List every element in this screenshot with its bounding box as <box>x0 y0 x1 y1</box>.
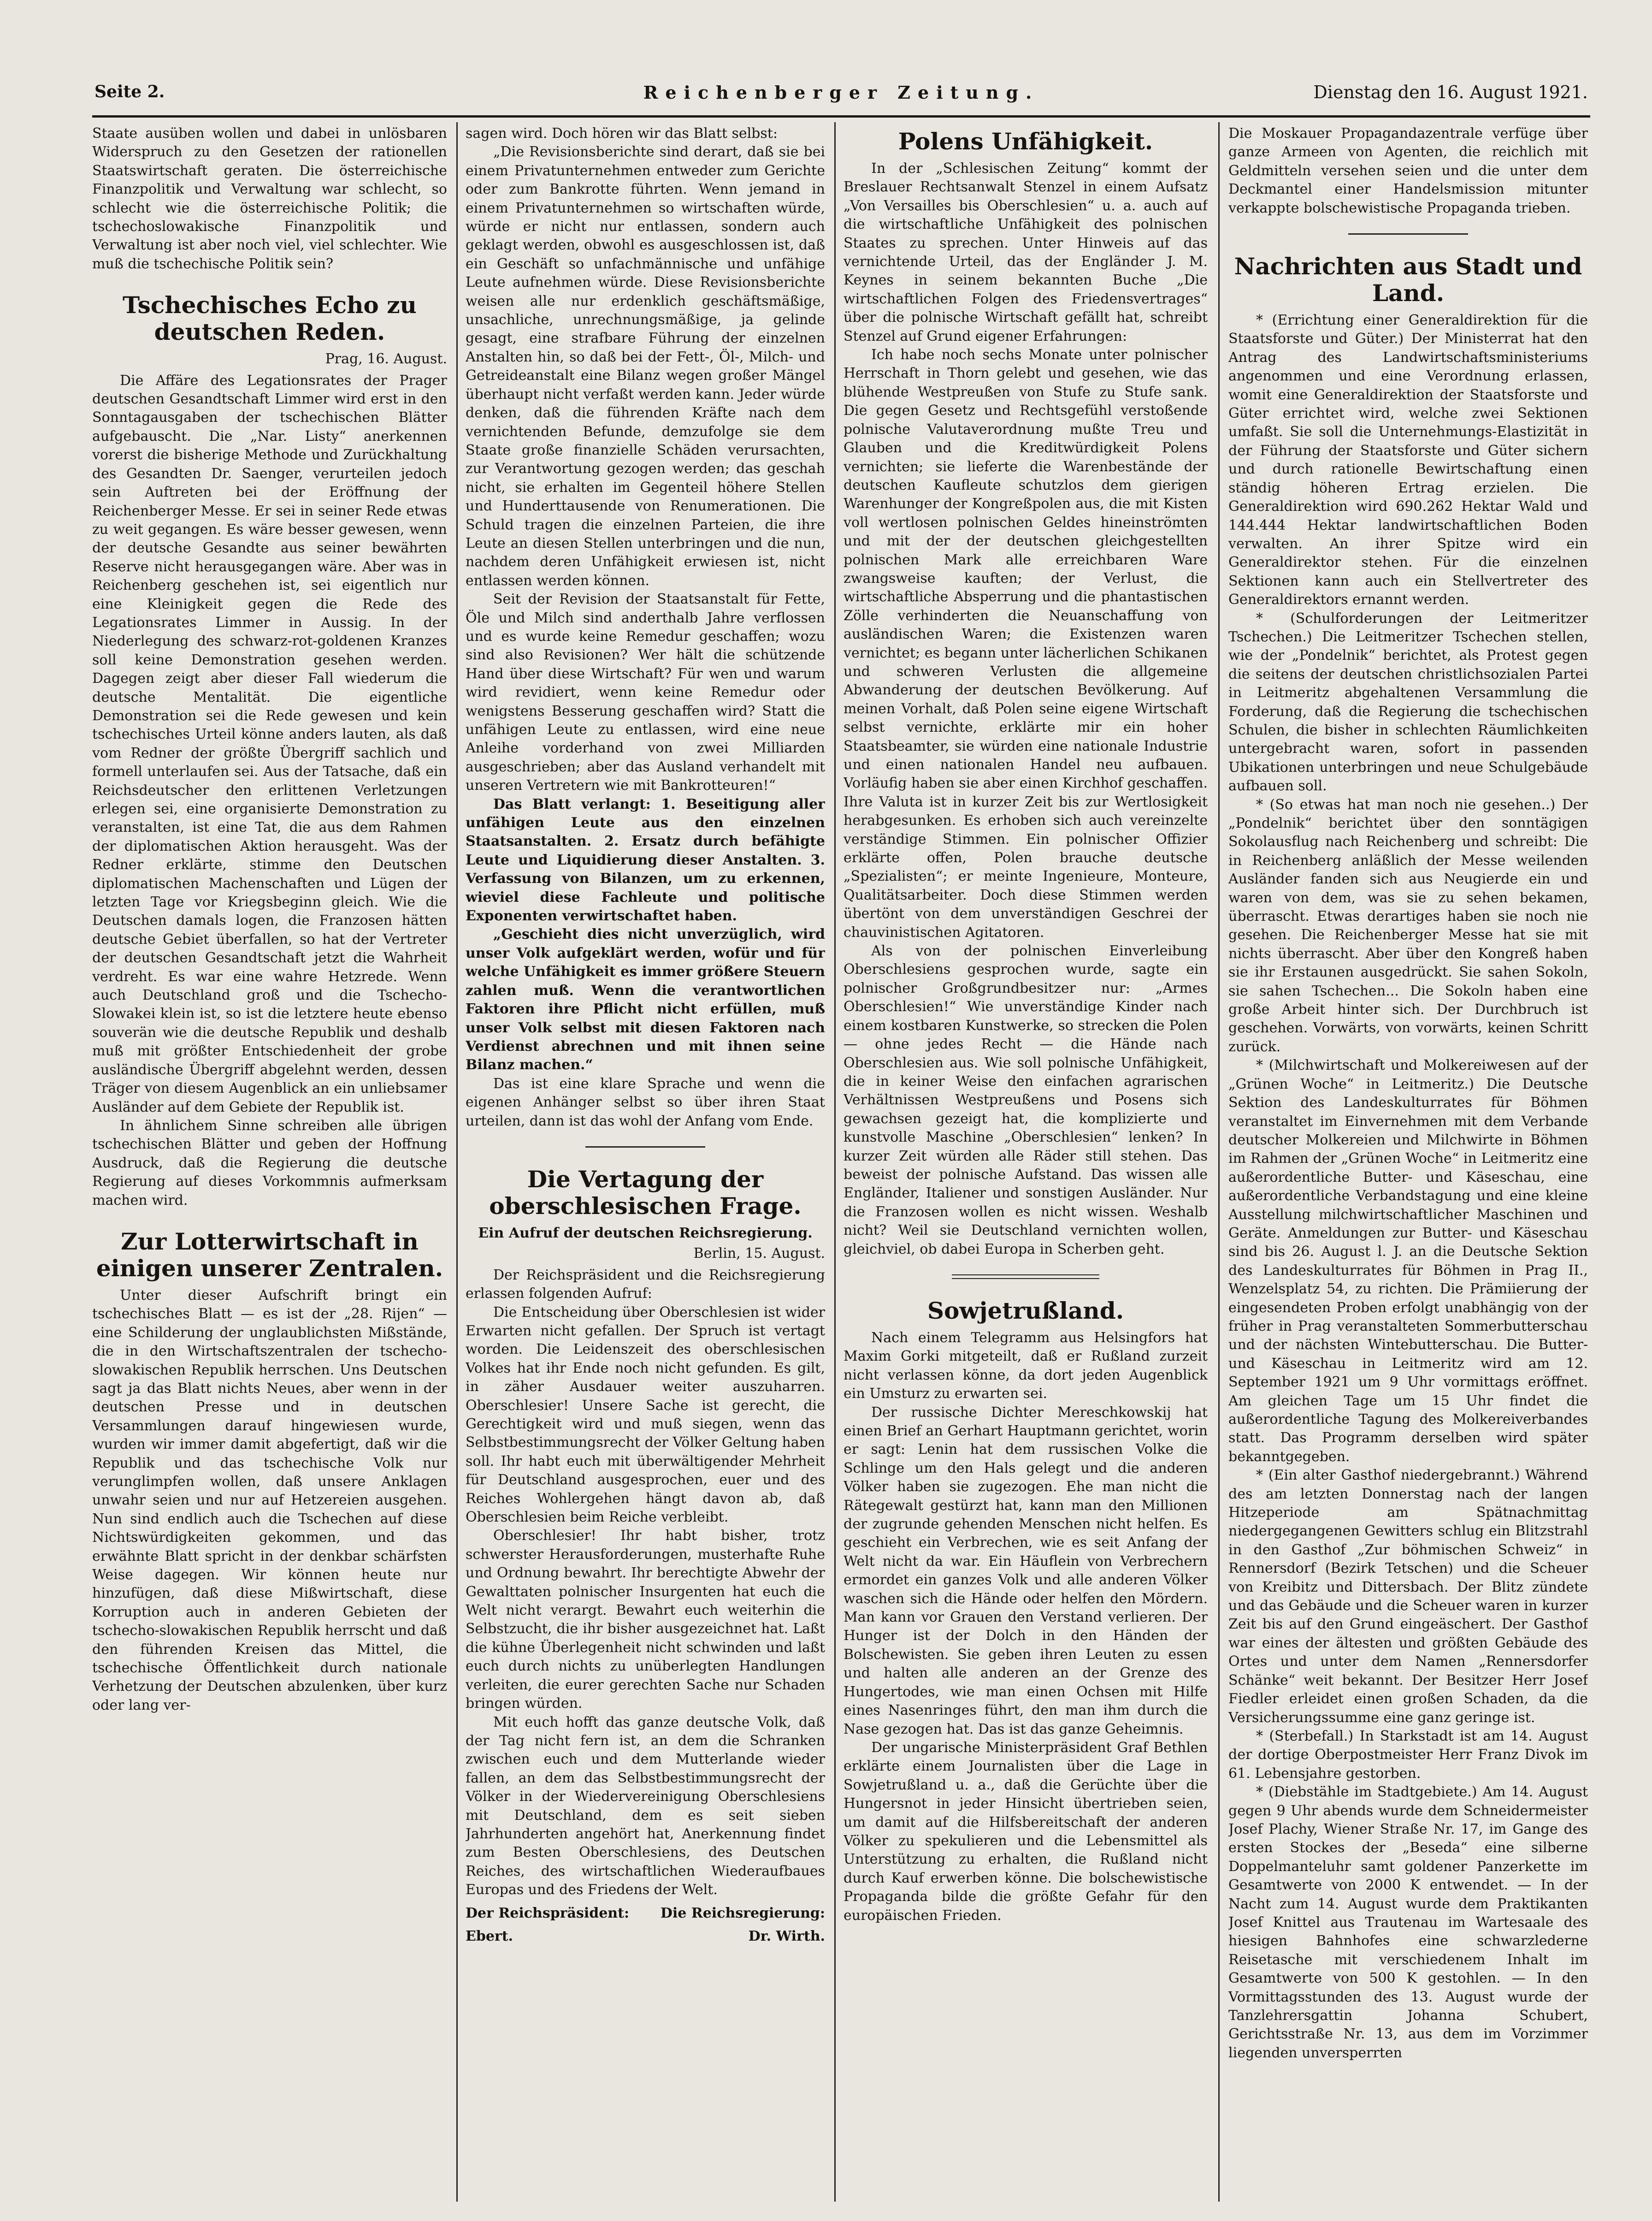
paragraph: Mit euch hofft das ganze deutsche Volk, daß der Tag nicht fern ist, an dem die Schranken zwischen euch und dem Mutterlande wieder fallen, an dem das Selbstbestimmungsrecht der Völker in der Wiedervereinigung Oberschlesiens mit Deutschland, dem es seit sieben Jahrhunderten angehört hat, Anerkennung findet zum Besten Oberschlesiens, des Deutschen Reiches, des wirtschaftlichen Wiederaufbaues Europas und des Friedens der Welt. <box>466 1714 825 1898</box>
paragraph: „Geschieht dies nicht unverzüglich, wird unser Volk aufgeklärt werden, wofür und für welche Unfähigkeit es immer größere Steuern zahlen muß. Wenn die verantwortlichen Faktoren ihre Pflicht nicht erfüllen, muß unser Volk selbst mit diesen Faktoren nach Verdienst abrechnen und mit ihnen seine Bilanz machen.“ <box>466 926 825 1073</box>
article-subtitle: Ein Aufruf der deutschen Reichsregierung. <box>478 1225 813 1241</box>
masthead: Reichenberger Zeitung. <box>643 82 1039 103</box>
article-title-vertagung: Die Vertagung der oberschlesischen Frage. <box>489 1165 802 1220</box>
signatures-names <box>466 1927 825 1946</box>
paragraph: Der ungarische Ministerpräsident Graf Bethlen erklärte einem Journalisten über die Lage in Sowjetrußland u. a., daß die Gerüchte über die Hungersnot in jeder Hinsicht übertrieben seien, um damit auf die Hilfsbereitschaft der anderen Völker zu spekulieren und die Lebensmittel als Unterstützung zu erhalten, die Rußland nicht durch Kauf erwerben könne. Die bolschewistische Propaganda bilde die größte Gefahr für den europäischen Frieden. <box>844 1739 1208 1924</box>
paragraph: Oberschlesier! Ihr habt bisher, trotz schwerster Herausforderungen, musterhafte Ruhe und Ordnung bewahrt. Ihr berechtigte Abwehr der Gewalttaten polnischer Insurgenten hat euch die Welt nicht verargt. Bewahrt euch weiterhin die Selbstzucht, die ihr bisher ausgezeichnet hat. Laßt die kühne Überlegenheit nicht schwinden und laßt euch durch nichts zu unüberlegten Handlungen verleiten, die eurer gerechten Sache nur Schaden bringen würden. <box>466 1528 825 1712</box>
column-divider <box>1218 122 1220 2202</box>
news-item: * (Errichtung einer Generaldirektion für die Staatsforste und Güter.) Der Ministerrat hat den Antrag des Landwirtschaftsministeriums angenommen und eine Verordnung erlassen, womit eine Generaldirektion der Staatsforste und Güter errichtet wird, welche zwei Sektionen umfaßt. Sie soll die Unternehmungs-Elastizität in der Führung der Staatsforste und Güter sichern und durch rationelle Bewirtschaftung einen ständig höheren Ertrag erzielen. Die Generaldirektion wird 690.262 Hektar Wald und 144.444 Hektar landwirtschaftlichen Boden verwalten. An ihrer Spitze wird ein Generaldirektor stehen. Für die einzelnen Sektionen kann auch ein Stellvertreter des Generaldirektors ernannt werden. <box>1228 312 1588 608</box>
paragraph: In ähnlichem Sinne schreiben alle übrigen tschechischen Blätter und geben der Hoffnung Ausdruck, daß die Regierung die deutsche Regierung auf dieses Vorkommnis aufmerksam machen wird. <box>92 1117 447 1208</box>
signature-right: Dr. Wirth. <box>748 1928 825 1944</box>
article-title-sowjet: Sowjetrußland. <box>927 1297 1124 1324</box>
article-title-echo: Tschechisches Echo zu deutschen Reden. <box>123 291 417 346</box>
article-title-lotter: Zur Lotterwirtschaft in einigen unserer Zentralen. <box>96 1227 443 1282</box>
signature-head-right: Die Reichsregierung: <box>660 1905 825 1921</box>
paragraph: In der „Schlesischen Zeitung“ kommt der Breslauer Rechtsanwalt Stenzel in einem Aufsatz „Von Versailles bis Oberschlesien“ u. a. auch auf die wirtschaftliche Unfähigkeit des polnischen Staates zu sprechen. Unter Hinweis auf das vernichtende Urteil, das der Engländer J. M. Keynes in seinem bekannten Buche „Die wirtschaftlichen Folgen des Friedensvertrages“ über die polnische Wirtschaft gefällt hat, schreibt Stenzel auf Grund eigener Erfahrungen: <box>844 160 1208 344</box>
dateline: Prag, 16. August. <box>325 351 447 367</box>
paragraph: sagen wird. Doch hören wir das Blatt selbst: <box>466 125 778 142</box>
paragraph: „Die Revisionsberichte sind derart, daß sie bei einem Privatunternehmen entweder zum Gerichte oder zum Bankrotte führten. Wenn jemand in einem Privatunternehmen so wirtschaften würde, würde er nicht nur entlassen, sondern auch geklagt werden, obwohl es ausgeschlossen ist, daß ein Geschäft so unfachmännische und unfähige Leute aufnehmen würde. Diese Revisionsberichte weisen alle nur erdenklich geschäftsmäßige, unsachliche, unrechnungsmäßige, ja gelinde gesagt, eine strafbare Führung der einzelnen Anstalten hin, so daß bei der Fett-, Öl-, Milch- und Getreideanstalt eine Bilanz wegen großer Mängel überhaupt nicht verfaßt werden kann. Jeder würde denken, daß die führenden Kräfte nach dem vernichtenden Befunde, demzufolge sie dem Staate große finanzielle Schäden verursachten, zur Verantwortung gezogen werden; das geschah nicht, sie erhalten im Gegenteil höhere Stellen und Hunderttausende von Renumerationen. Die Schuld tragen die einzelnen Parteien, die ihre Leute an diesen Stellen unterbringen und die nun, nachdem deren Unfähigkeit erwiesen ist, nicht entlassen werden können. <box>466 144 825 589</box>
column-4 <box>1228 124 1588 2199</box>
separator <box>1348 233 1468 235</box>
paragraph: Das Blatt verlangt: 1. Beseitigung aller unfähigen Leute aus den einzelnen Staatsanstalten. 2. Ersatz durch befähigte Leute und Liquidierung dieser Anstalten. 3. Verfassung von Bilanzen, um zu erkennen, wieviel diese Fachleute und politische Exponenten verwirtschaftet haben. <box>466 796 825 924</box>
column-divider <box>456 122 458 2202</box>
paragraph: Ich habe noch sechs Monate unter polnischer Herrschaft in Thorn gelebt und gesehen, wie das blühende Westpreußen von Stufe zu Stufe sank. Die gegen Gesetz und Rechtsgefühl verstoßende polnische Valutaverordnung mußte Treu und Glauben und die Kreditwürdigkeit Polens vernichten; sie lieferte die Warenbestände der deutschen Kaufleute schutzlos dem gierigen Warenhunger der Kongreßpolen aus, die mit Kisten voll wertlosen polnischen Geldes hineinströmten und mit der der deutschen gleichgestellten polnischen Mark alle erreichbaren Ware zwangsweise kauften; der Verlust, die wirtschaftliche Absperrung und die phantastischen Zölle verhinderten die Neuanschaffung von ausländischen Waren; die Existenzen waren vernichtet; es begann unter lächerlichen Schikanen und schweren Verlusten die allgemeine Abwanderung der deutschen Bevölkerung. Auf meinen Vorhalt, daß Polen seine eigene Wirtschaft selbst vernichte, erklärte mir ein hoher Staatsbeamter, sie würden eine nationale Industrie und einen nationalen Handel neu aufbauen. Vorläufig haben sie aber einen Kirchhof geschaffen. Ihre Valuta ist in kurzer Zeit bis zur Wertlosigkeit herabgesunken. Es erhoben sich auch vereinzelte verständige Stimmen. Ein polnischer Offizier erklärte offen, Polen brauche deutsche „Spezialisten“; er meinte Ingenieure, Monteure, Qualitätsarbeiter. Doch diese Stimmen werden übertönt von dem unverständigen Geschrei der chauvinistischen Agitatoren. <box>844 347 1208 941</box>
news-item: * (Schulforderungen der Leitmeritzer Tschechen.) Die Leitmeritzer Tschechen stellen, wie der „Pondelnik“ berichtet, als Protest gegen die seitens der deutschen christlichsozialen Partei in Leitmeritz abgehaltenen Versammlung die Forderung, daß die Regierung die tschechischen Schulen, die bisher in schlechten Räumlichkeiten untergebracht waren, sofort in passenden Ubikationen unterbringen und neue Schulgebäude aufbauen soll. <box>1228 610 1588 794</box>
header-rule <box>92 115 1590 118</box>
paragraph: Das ist eine klare Sprache und wenn die eigenen Anhänger selbst so über ihren Staat urteilen, dann ist das wohl der Anfang vom Ende. <box>466 1075 825 1129</box>
paragraph: Nach einem Telegramm aus Helsingfors hat Maxim Gorki mitgeteilt, daß er Rußland zurzeit nicht verlassen könne, da dort jeden Augenblick ein Umsturz zu erwarten sei. <box>844 1329 1208 1402</box>
paragraph: Die Affäre des Legationsrates der Prager deutschen Gesandtschaft Limmer wird erst in den Sonntagausgaben der tschechischen Blätter aufgebauscht. Die „Nar. Listy“ anerkennen vorerst die bisherige Methode und Zurückhaltung des Gesandten Dr. Saenger, verurteilen jedoch sein Auftreten bei der Eröffnung der Reichenberger Messe. Er sei in seiner Rede etwas zu weit gegangen. Es wäre besser gewesen, wenn der deutsche Gesandte aus seiner bewährten Reserve nicht herausgegangen wäre. Aber was in Reichenberg geschehen ist, sei eigentlich nur eine Kleinigkeit gegen die Rede des Legationsrates Limmer in Aussig. In der Niederlegung des schwarz-rot-goldenen Kranzes soll keine Demonstration gesehen werden. Dagegen zeigt aber dieser Fall wiederum die deutsche Mentalität. Die eigentliche Demonstration sei die Rede gewesen und kein tschechisches Urteil könne anders lauten, als daß vom Redner der größte Übergriff sachlich und formell unterlaufen sei. Aus der Tatsache, daß ein Reichsdeutscher den erlittenen Verletzungen erlegen sei, eine organisierte Demonstration zu veranstalten, ist eine Tat, die aus dem Rahmen der diplomatischen Aktion herausgeht. Was der Redner erklärte, stimme den Deutschen diplomatischen Machenschaften und Lügen der letzten Tage vor Kriegsbeginn gleich. Wie die Deutschen damals logen, die Franzosen hätten deutsche Gebiet überfallen, so hat der Vertreter der deutschen Gesandtschaft jetzt die Wahrheit verdreht. Es war eine wahre Hetzrede. Wenn auch Deutschland groß und die Tschecho-Slowakei klein ist, so ist die letztere heute ebenso souverän wie die deutsche Republik und deshalb muß mit größter Entschiedenheit der grobe ausländische Übergriff abgelehnt werden, dessen Träger von diesem Augenblick an ein unliebsamer Ausländer auf dem Gebiete der Republik ist. <box>92 372 447 1115</box>
page-header <box>94 77 1588 110</box>
page-number: Seite 2. <box>94 82 165 101</box>
news-item: * (Ein alter Gasthof niedergebrannt.) Während des am letzten Donnerstag nach der langen Hitzeperiode am Spätnachmittag niedergegangenen Gewitters schlug ein Blitzstrahl in den Gasthof „Zur böhmischen Schweiz“ in Rennersdorf (Bezirk Tetschen) und die Scheuer von Kreibitz und Dittersbach. Der Blitz zündete und das Gebäude und die Scheuer waren in kurzer Zeit bis auf den Grund eingeäschert. Der Gasthof war eines der ältesten und größten Gebäude des Ortes und unter dem Namen „Rennersdorfer Schänke“ weit bekannt. Der Besitzer Herr Josef Fiedler erleidet einen großen Schaden, da die Versicherungssumme eine ganz geringe ist. <box>1228 1467 1588 1726</box>
signatures-heads <box>466 1904 825 1923</box>
news-item: * (Diebstähle im Stadtgebiete.) Am 14. August gegen 9 Uhr abends wurde dem Schneidermeister Josef Plachy, Wiener Straße Nr. 17, im Gange des ersten Stockes der „Beseda“ eine silberne Doppelmanteluhr samt goldener Panzerkette im Gesamtwerte von 2000 K entwendet. — In der Nacht zum 14. August wurde dem Praktikanten Josef Knittel aus Trautenau im Wartesaale des hiesigen Bahnhofes eine schwarzlederne Reisetasche mit verschiedenem Inhalt im Gesamtwerte von 500 K gestohlen. — In den Vormittagsstunden des 13. August wurde der Tanzlehrersgattin Johanna Schubert, Gerichtsstraße Nr. 13, aus dem im Vorzimmer liegenden unversperrten <box>1228 1784 1588 2061</box>
paragraph: Als von der polnischen Einverleibung Oberschlesiens gesprochen wurde, sagte ein polnischer Großgrundbesitzer nur: „Armes Oberschlesien!“ Wie unverständige Kinder nach einem kostbaren Kunstwerke, so strecken die Polen — ohne jedes Recht — die Hände nach Oberschlesien aus. Wie soll polnische Unfähigkeit, die in keiner Weise den einfachen agrarischen Verhältnissen Westpreußens und Posens sich gewachsen gezeigt hat, die komplizierte und kunstvolle Maschine „Oberschlesien“ lenken? In kurzer Zeit würden alle Räder still stehen. Das beweist der polnische Aufstand. Das wissen alle Engländer, Italiener und sonstigen Ausländer. Nur die Franzosen wollen es nicht wissen. Weshalb nicht? Weil sie Deutschland vernichten wollen, gleichviel, ob dabei Europa in Scherben geht. <box>844 943 1208 1257</box>
signature-head-left: Der Reichspräsident: <box>466 1905 630 1921</box>
article-continuation: Staate ausüben wollen und dabei in unlösbaren Widerspruch zu den Gesetzen der rationellen Staatswirtschaft geraten. Die österreichische Finanzpolitik und Verwaltung war schlecht, so schlecht wie die österreichische Politik; die tschechoslowakische Finanzpolitik und Verwaltung ist aber noch viel, viel schlechter. Wie muß die tschechische Politik sein? <box>92 125 447 272</box>
news-item: * (Sterbefall.) In Starkstadt ist am 14. August der dortige Oberpostmeister Herr Franz Divok im 61. Lebensjahre gestorben. <box>1228 1728 1588 1782</box>
article-title-nachrichten: Nachrichten aus Stadt und Land. <box>1234 253 1582 307</box>
signature-left: Ebert. <box>466 1928 513 1944</box>
separator <box>585 1146 705 1148</box>
paragraph: Der Reichspräsident und die Reichsregierung erlassen folgenden Aufruf: <box>466 1267 825 1302</box>
news-item: * (Milchwirtschaft und Molkereiwesen auf der „Grünen Woche“ in Leitmeritz.) Die Deutsche Sektion des Landeskulturrates für Böhmen veranstaltet im Einvernehmen mit dem Verbande deutscher Molkereien und Milchwirte in Böhmen im Rahmen der „Grünen Woche“ in Leitmeritz eine außerordentliche Butter- und Käseschau, eine außerordentliche Verbandstagung und eine kleine Ausstellung milchwirtschaftlicher Maschinen und Geräte. Anmeldungen zur Butter- und Käseschau sind bis 26. August l. J. an die Deutsche Sektion des Landeskulturrates für Böhmen in Prag II., Wenzelsplatz 54, zu richten. Die Prämiierung der eingesendeten Proben erfolgt unabhängig von der früher in Prag veranstalteten Sommerbutterschau und der nächsten Wintebutterschau. Die Butter- und Käseschau in Leitmeritz wird am 12. September 1921 um 9 Uhr vormittags eröffnet. Am gleichen Tage um 15 Uhr findet die außerordentliche Tagung des Molkereiverbandes statt. Das Programm derselben wird später bekanntgegeben. <box>1228 1057 1588 1465</box>
paragraph: Der russische Dichter Mereschkowskij hat einen Brief an Gerhart Hauptmann gerichtet, worin er sagt: Lenin hat dem russischen Volke die Schlinge um den Hals gelegt und die anderen Völker haben sie zugezogen. Ehe man nicht die Rätegewalt gestürzt hat, kann man den Millionen der zugrunde gehenden Menschen nicht helfen. Es geschieht ein Verbrechen, wie es seit Anfang der Welt nicht da war. Ein Häuflein von Verbrechern ermordet ein ganzes Volk und alle anderen Völker waschen sich die Hände oder helfen den Mördern. Man kann vor Grauen den Verstand verlieren. Der Hunger ist der Dolch in den Händen der Bolschewisten. Sie geben ihren Leuten zu essen und halten alle anderen an der Grenze des Hungertodes, wie man einen Ochsen mit Hilfe eines Nasenringes führt, den man ihm durch die Nase gezogen hat. Das ist das ganze Geheimnis. <box>844 1404 1208 1737</box>
news-item: * (So etwas hat man noch nie gesehen..) Der „Pondelnik“ berichtet über den sonntägigen Sokolausflug nach Reichenberg und schreibt: Die in Reichenberg anläßlich der Messe weilenden Ausländer fanden sich aus Neugierde ein und waren von dem, was sie zu sehen bekamen, überrascht. Etwas derartiges haben sie noch nie gesehen. Die Reichenberger Messe hat sie mit nichts überrascht. Aber über den Kongreß haben sie ihr Erstaunen ausgedrückt. Sie sahen Sokoln, sie sahen Tschechen... Die Sokoln haben eine große Arbeit hinter sich. Der Durchbruch ist geschehen. Vorwärts, von vorwärts, keinen Schritt zurück. <box>1228 796 1588 1055</box>
paragraph: Die Entscheidung über Oberschlesien ist wider Erwarten nicht gefallen. Der Spruch ist vertagt worden. Die Leidenszeit des oberschlesischen Volkes hat ihr Ende noch nicht gefunden. Es gilt, in zäher Ausdauer weiter auszuharren. Oberschlesier! Unsere Sache ist gerecht, die Gerechtigkeit wird und muß siegen, wenn das Selbstbestimmungsrecht der Völker Geltung haben soll. Ihr habt euch mit überwältigender Mehrheit für Deutschland ausgesprochen, euer und des Reiches Wohlergehen hängt davon ab, daß Oberschlesien beim Reiche verbleibt. <box>466 1304 825 1526</box>
column-1 <box>92 124 447 2199</box>
column-2 <box>466 124 825 2199</box>
column-divider <box>834 122 836 2202</box>
column-3 <box>844 124 1208 2199</box>
dateline: Berlin, 15. August. <box>693 1245 825 1262</box>
paragraph: Seit der Revision der Staatsanstalt für Fette, Öle und Milch sind anderthalb Jahre verflossen und es wurde keine Remedur geschaffen; wozu sind also Revisionen? Wer hält die schützende Hand über diese Wirtschaft? Für wen und warum wird revidiert, wenn keine Remedur oder wenigstens Besserung geschaffen wird? Statt die unfähigen Leute zu entlassen, wird eine neue Anleihe vorderhand von zwei Milliarden ausgeschrieben; aber das Ausland verhandelt mit unseren Vertretern wie mit Bankrotteuren!“ <box>466 591 825 794</box>
article-title-polen: Polens Unfähigkeit. <box>898 128 1153 155</box>
paragraph: Unter dieser Aufschrift bringt ein tschechisches Blatt — es ist der „28. Rijen“ — eine Schilderung der unglaublichsten Mißstände, die in den Wirtschaftszentralen der tschecho-slowakischen Republik herrschen. Uns Deutschen sagt ja das Blatt nichts Neues, aber wenn in der deutschen Presse und in deutschen Versammlungen darauf hingewiesen wurde, wurden wir immer damit abgefertigt, daß wir die Republik und das tschechische Volk nur verunglimpfen wollen, daß unsere Anklagen unwahr seien und nur auf Hetzereien ausgehen. Nun sind endlich auch die Tschechen auf diese Nichtswürdigkeiten gekommen, und das erwähnte Blatt spricht in der denkbar schärfsten Weise dagegen. Wir können heute nur hinzufügen, daß diese Mißwirtschaft, diese Korruption auch in anderen Gebieten der tschecho-slowakischen Republik herrscht und daß den führenden Kreisen das Mittel, die tschechische Öffentlichkeit durch nationale Verhetzung der Deutschen abzulenken, über kurz oder lang ver- <box>92 1287 447 1713</box>
issue-date: Dienstag den 16. August 1921. <box>1313 82 1588 102</box>
separator <box>952 1274 1099 1279</box>
paragraph: Die Moskauer Propagandazentrale verfüge über ganze Armeen von Agenten, die reichlich mit Geldmitteln versehen seien und die unter dem Deckmantel einer Handelsmission mitunter verkappte bolschewistische Propaganda trieben. <box>1228 125 1588 216</box>
